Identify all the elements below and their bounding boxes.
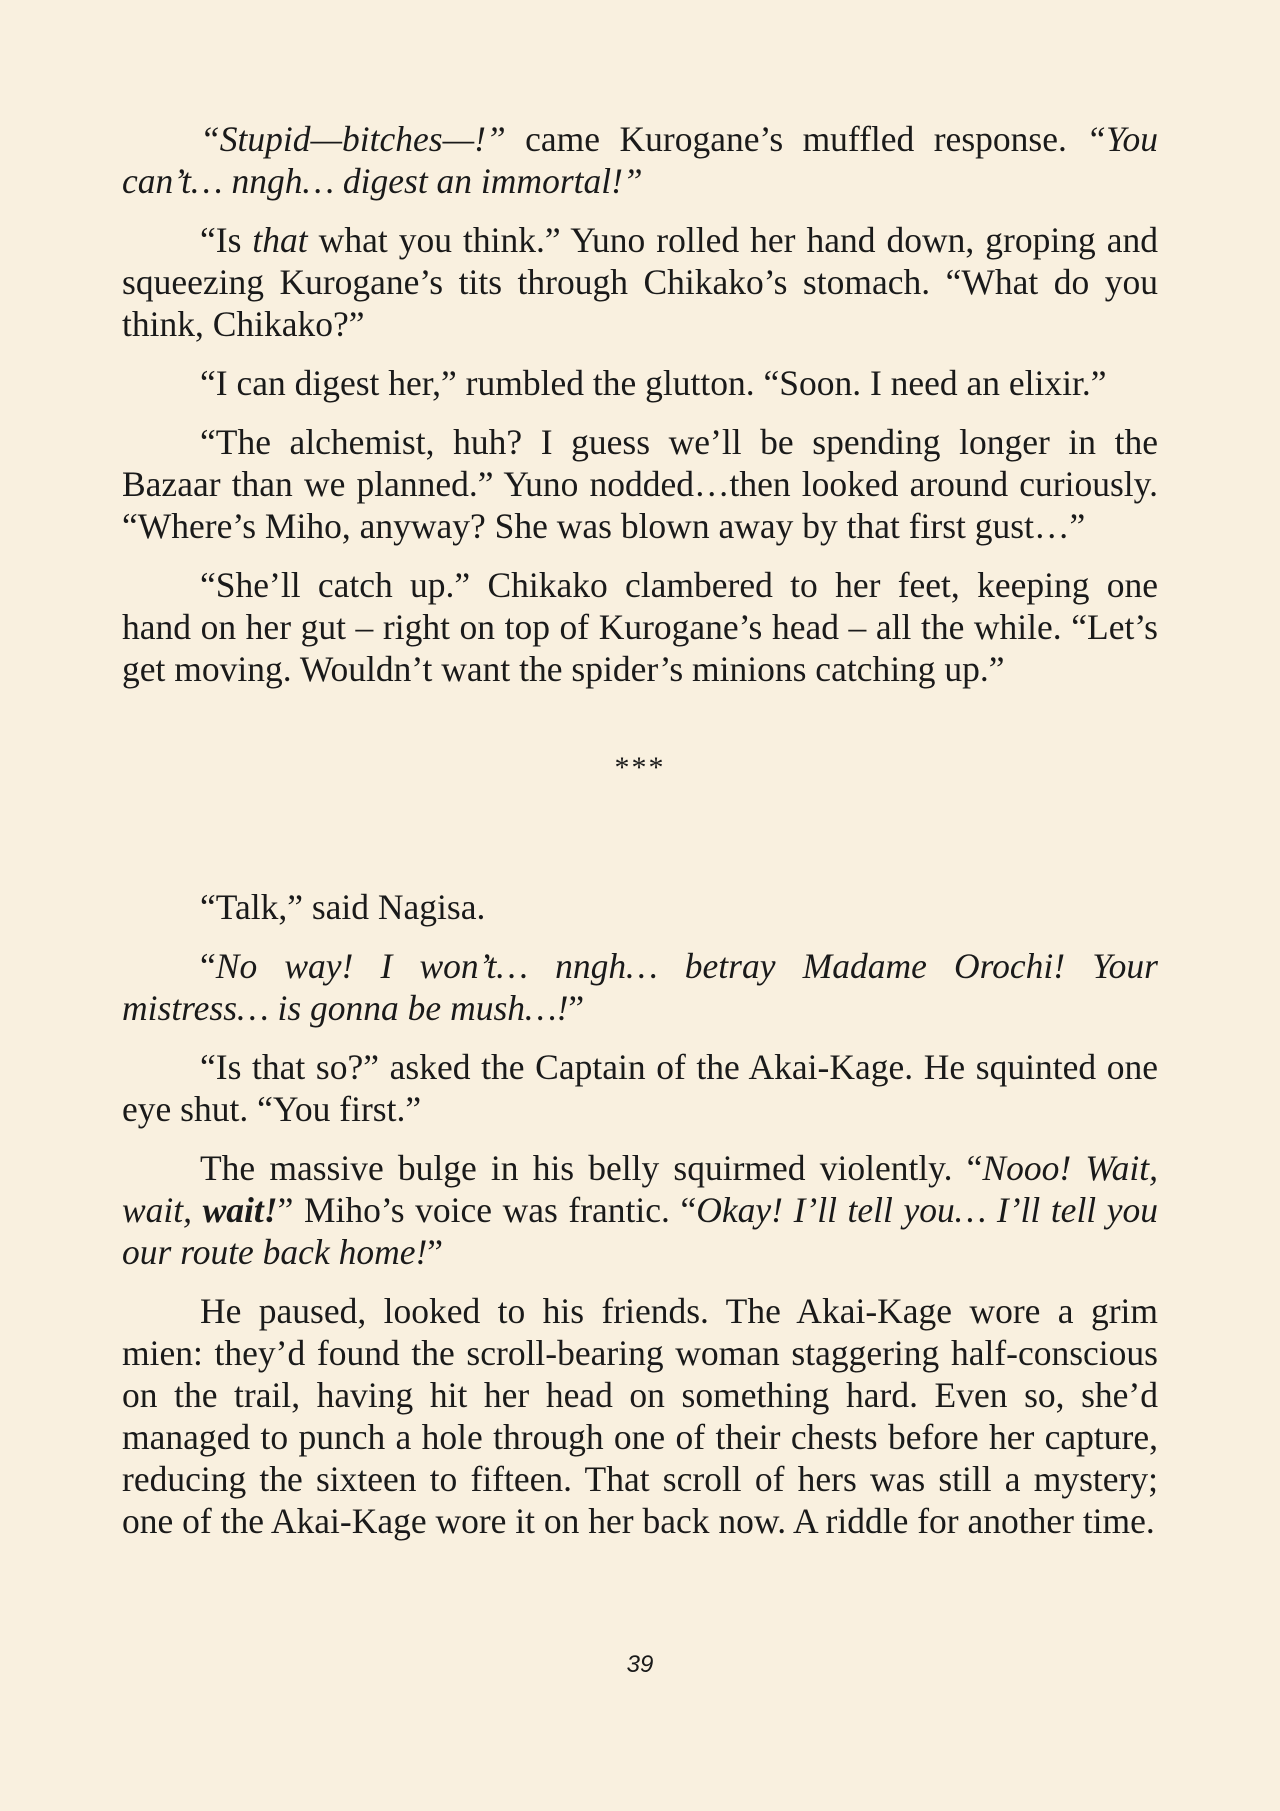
paragraph xyxy=(122,362,1158,404)
text-section-after-break xyxy=(122,886,1158,1542)
text-run: “Is that so?” asked the Captain of the Akai-Kage. He squinted one eye shut. “You first.” xyxy=(122,1047,1158,1129)
paragraph xyxy=(122,1147,1158,1273)
page-number: 39 xyxy=(626,1651,654,1678)
text-run: “Stupid—bitches—!” xyxy=(200,119,506,159)
paragraph xyxy=(122,886,1158,928)
text-run: “Is xyxy=(200,220,253,260)
text-run: what you think.” Yuno rolled her hand down, groping and squeezing Kurogane’s tits through Chikako’s stomach. “What do you think, Chikako?” xyxy=(122,220,1158,344)
text-run: Nooo! Wait, wait, xyxy=(122,1148,1158,1230)
text-run: “I can digest her,” rumbled the glutton. “Soon. I need an elixir.” xyxy=(200,363,1107,403)
text-run: ” Miho’s voice was frantic. “ xyxy=(277,1190,697,1230)
text-run: “ xyxy=(200,946,216,986)
paragraph xyxy=(122,219,1158,345)
text-section-before-break xyxy=(122,118,1158,690)
paragraph xyxy=(122,564,1158,690)
text-run: No way! I won’t… nngh… betray Madame Orochi! Your mistress… is gonna be mush…! xyxy=(122,946,1158,1028)
paragraph xyxy=(122,421,1158,547)
paragraph xyxy=(122,118,1158,202)
text-run: wait! xyxy=(202,1190,278,1230)
paragraph xyxy=(122,1290,1158,1542)
text-run: came Kurogane’s muffled response. xyxy=(505,119,1087,159)
paragraph xyxy=(122,945,1158,1029)
text-run: “She’ll catch up.” Chikako clambered to her feet, keeping one hand on her gut – right on top of Kurogane’s head – all the while. “Let’s get moving. Wouldn’t want the spider’s minions catching up.” xyxy=(122,565,1158,689)
scene-break: *** xyxy=(614,751,666,784)
text-run: “You can’t… nngh… digest an immortal!” xyxy=(122,119,1158,201)
paragraph xyxy=(122,1046,1158,1130)
text-run: Okay! I’ll tell you… I’ll tell you our route back home! xyxy=(122,1190,1159,1272)
text-run: ” xyxy=(427,1232,444,1272)
text-run: The massive bulge in his belly squirmed violently. “ xyxy=(200,1148,983,1188)
text-run: “Talk,” said Nagisa. xyxy=(200,887,486,927)
document-page xyxy=(122,118,1158,1559)
text-run: ” xyxy=(568,988,585,1028)
text-run: that xyxy=(252,220,308,260)
text-run: “The alchemist, huh? I guess we’ll be spending longer in the Bazaar than we planned.” Yuno nodded…then looked around curiously. “Where’s Miho, anyway? She was blown away by that first gust…” xyxy=(122,422,1158,546)
text-run: He paused, looked to his friends. The Akai-Kage wore a grim mien: they’d found the scroll-bearing woman staggering half-conscious on the trail, having hit her head on something hard. Even so, she’d managed to punch a hole through one of their chests before her capture, reducing the sixteen to fifteen. That scroll of hers was still a mystery; one of the Akai-Kage wore it on her back now. A riddle for another time. xyxy=(122,1291,1158,1541)
